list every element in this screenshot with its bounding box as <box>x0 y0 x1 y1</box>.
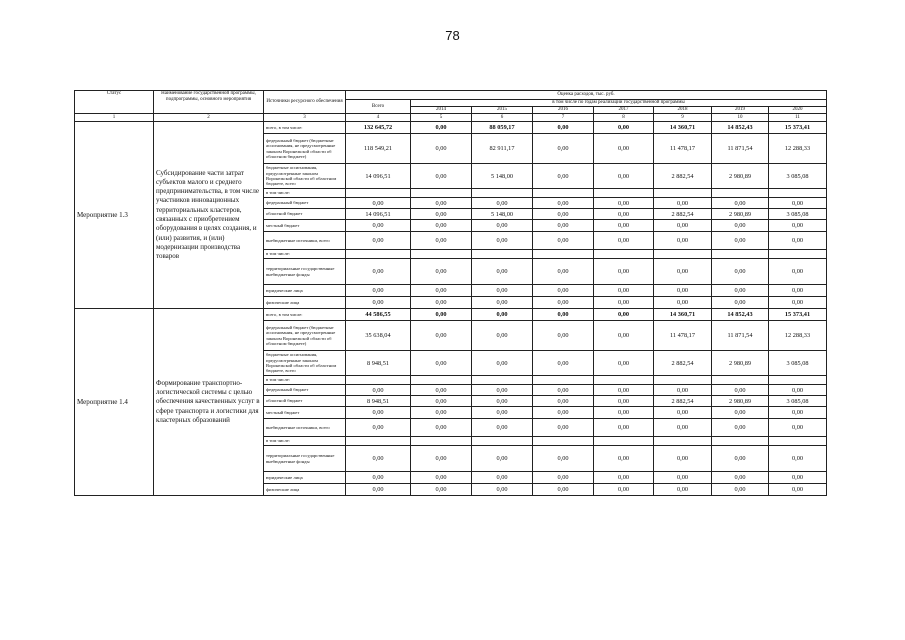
year-value-cell: 0,00 <box>594 164 654 189</box>
year-value-cell: 0,00 <box>533 232 594 250</box>
header-year: 2017 <box>594 107 654 114</box>
year-value-cell: 0,00 <box>654 484 712 496</box>
year-value-cell <box>533 189 594 198</box>
header-source: Источники ресурсного обеспечения <box>264 91 346 114</box>
header-by-years: в том числе по годам реализации государственной программы <box>411 100 827 107</box>
column-number: 4 <box>346 114 411 122</box>
year-value-cell: 15 373,41 <box>769 122 827 134</box>
year-value-cell: 0,00 <box>654 407 712 419</box>
year-value-cell: 0,00 <box>472 446 533 472</box>
total-value-cell: 0,00 <box>346 297 411 309</box>
year-value-cell <box>769 250 827 259</box>
year-value-cell: 2 980,89 <box>712 396 769 407</box>
year-value-cell <box>594 437 654 446</box>
page-number: 78 <box>445 28 460 43</box>
year-value-cell: 0,00 <box>533 484 594 496</box>
year-value-cell <box>712 250 769 259</box>
year-value-cell <box>594 376 654 385</box>
year-value-cell: 12 288,33 <box>769 134 827 164</box>
year-value-cell: 0,00 <box>533 134 594 164</box>
funding-source-cell: бюджетные ассигнования, предусмотренные законом Воронежской области об областном бюджете, всего <box>264 351 346 376</box>
header-year: 2015 <box>472 107 533 114</box>
year-value-cell: 0,00 <box>594 484 654 496</box>
year-value-cell: 0,00 <box>712 220 769 232</box>
year-value-cell: 0,00 <box>712 198 769 209</box>
year-value-cell: 0,00 <box>712 419 769 437</box>
year-value-cell <box>411 376 472 385</box>
year-value-cell: 0,00 <box>472 259 533 285</box>
year-value-cell: 0,00 <box>411 484 472 496</box>
column-number: 11 <box>769 114 827 122</box>
funding-source-cell: областной бюджет <box>264 396 346 407</box>
year-value-cell <box>769 376 827 385</box>
header-year: 2014 <box>411 107 472 114</box>
header-status: Статус <box>75 91 154 114</box>
year-value-cell: 0,00 <box>712 472 769 484</box>
year-value-cell: 11 478,17 <box>654 321 712 351</box>
total-value-cell <box>346 437 411 446</box>
year-value-cell: 0,00 <box>769 198 827 209</box>
year-value-cell: 0,00 <box>594 198 654 209</box>
funding-source-cell: в том числе: <box>264 437 346 446</box>
activity-name-cell: Формирование транспортно-логистической системы с целью обеспечения качественных услуг в сфере транспорта и логистики для кластерных образований <box>154 309 264 496</box>
year-value-cell: 0,00 <box>594 134 654 164</box>
year-value-cell: 0,00 <box>411 134 472 164</box>
year-value-cell <box>654 189 712 198</box>
year-value-cell: 2 980,89 <box>712 209 769 220</box>
funding-source-cell: физические лица <box>264 484 346 496</box>
funding-source-cell: федеральный бюджет <box>264 385 346 396</box>
year-value-cell: 14 852,43 <box>712 122 769 134</box>
year-value-cell: 0,00 <box>769 285 827 297</box>
year-value-cell: 0,00 <box>472 309 533 321</box>
year-value-cell: 82 911,17 <box>472 134 533 164</box>
total-value-cell: 35 638,04 <box>346 321 411 351</box>
year-value-cell: 0,00 <box>594 321 654 351</box>
funding-source-cell: физические лица <box>264 297 346 309</box>
total-value-cell <box>346 250 411 259</box>
total-value-cell: 132 645,72 <box>346 122 411 134</box>
table-row <box>75 122 827 134</box>
total-value-cell: 0,00 <box>346 285 411 297</box>
year-value-cell: 0,00 <box>654 419 712 437</box>
year-value-cell: 12 288,33 <box>769 321 827 351</box>
year-value-cell: 14 852,43 <box>712 309 769 321</box>
year-value-cell: 0,00 <box>411 321 472 351</box>
year-value-cell <box>411 250 472 259</box>
header-year: 2018 <box>654 107 712 114</box>
total-value-cell: 0,00 <box>346 385 411 396</box>
year-value-cell <box>712 189 769 198</box>
year-value-cell: 0,00 <box>712 285 769 297</box>
year-value-cell: 0,00 <box>411 297 472 309</box>
year-value-cell: 0,00 <box>594 259 654 285</box>
column-number: 9 <box>654 114 712 122</box>
year-value-cell <box>533 376 594 385</box>
funding-source-cell: федеральный бюджет (бюджетные ассигнования, не предусмотренные законом Воронежской области об областном бюджете) <box>264 134 346 164</box>
year-value-cell: 2 980,89 <box>712 164 769 189</box>
total-value-cell: 0,00 <box>346 472 411 484</box>
funding-source-cell: федеральный бюджет <box>264 198 346 209</box>
year-value-cell: 3 085,08 <box>769 351 827 376</box>
year-value-cell: 0,00 <box>472 220 533 232</box>
year-value-cell: 0,00 <box>769 484 827 496</box>
year-value-cell: 2 882,54 <box>654 396 712 407</box>
funding-source-cell: в том числе: <box>264 189 346 198</box>
total-value-cell: 0,00 <box>346 407 411 419</box>
year-value-cell: 0,00 <box>472 232 533 250</box>
year-value-cell: 0,00 <box>472 396 533 407</box>
year-value-cell: 0,00 <box>712 446 769 472</box>
year-value-cell: 0,00 <box>533 407 594 419</box>
year-value-cell: 0,00 <box>533 419 594 437</box>
year-value-cell: 0,00 <box>411 209 472 220</box>
year-value-cell: 11 478,17 <box>654 134 712 164</box>
year-value-cell: 0,00 <box>769 407 827 419</box>
year-value-cell: 2 882,54 <box>654 209 712 220</box>
column-number-row <box>75 114 827 122</box>
year-value-cell: 0,00 <box>533 198 594 209</box>
total-value-cell: 118 549,21 <box>346 134 411 164</box>
year-value-cell: 0,00 <box>712 484 769 496</box>
year-value-cell: 0,00 <box>533 385 594 396</box>
column-number: 7 <box>533 114 594 122</box>
header-year: 2019 <box>712 107 769 114</box>
year-value-cell: 0,00 <box>594 122 654 134</box>
year-value-cell: 0,00 <box>411 472 472 484</box>
year-value-cell: 3 085,08 <box>769 209 827 220</box>
year-value-cell: 0,00 <box>411 164 472 189</box>
year-value-cell: 0,00 <box>472 297 533 309</box>
header-name: Наименование государственной программы, подпрограммы, основного мероприятия <box>154 91 264 114</box>
funding-source-cell: в том числе: <box>264 250 346 259</box>
year-value-cell: 0,00 <box>472 351 533 376</box>
funding-source-cell: бюджетные ассигнования, предусмотренные законом Воронежской области об областном бюджете, всего <box>264 164 346 189</box>
header-year: 2020 <box>769 107 827 114</box>
column-number: 8 <box>594 114 654 122</box>
year-value-cell: 0,00 <box>769 446 827 472</box>
year-value-cell: 0,00 <box>411 259 472 285</box>
year-value-cell: 0,00 <box>533 446 594 472</box>
year-value-cell: 0,00 <box>533 259 594 285</box>
table-body <box>75 122 827 496</box>
year-value-cell: 0,00 <box>769 419 827 437</box>
year-value-cell: 11 871,54 <box>712 134 769 164</box>
funding-source-cell: в том числе: <box>264 376 346 385</box>
year-value-cell: 0,00 <box>533 351 594 376</box>
total-value-cell: 0,00 <box>346 198 411 209</box>
year-value-cell: 0,00 <box>533 285 594 297</box>
year-value-cell: 15 373,41 <box>769 309 827 321</box>
year-value-cell: 0,00 <box>712 297 769 309</box>
year-value-cell <box>472 376 533 385</box>
year-value-cell <box>594 189 654 198</box>
year-value-cell <box>654 250 712 259</box>
year-value-cell: 0,00 <box>411 407 472 419</box>
funding-source-cell: территориальные государственные внебюджетные фонды <box>264 259 346 285</box>
year-value-cell: 0,00 <box>594 209 654 220</box>
year-value-cell: 0,00 <box>472 484 533 496</box>
year-value-cell: 3 085,08 <box>769 164 827 189</box>
year-value-cell: 0,00 <box>712 407 769 419</box>
year-value-cell: 2 980,89 <box>712 351 769 376</box>
total-value-cell <box>346 376 411 385</box>
year-value-cell: 0,00 <box>712 232 769 250</box>
column-number: 5 <box>411 114 472 122</box>
total-value-cell: 14 096,51 <box>346 164 411 189</box>
year-value-cell: 0,00 <box>472 198 533 209</box>
year-value-cell: 2 882,54 <box>654 351 712 376</box>
year-value-cell: 0,00 <box>654 472 712 484</box>
funding-source-cell: территориальные государственные внебюджетные фонды <box>264 446 346 472</box>
year-value-cell: 0,00 <box>533 220 594 232</box>
year-value-cell: 0,00 <box>594 285 654 297</box>
year-value-cell: 5 148,00 <box>472 164 533 189</box>
year-value-cell: 0,00 <box>411 220 472 232</box>
year-value-cell: 0,00 <box>594 297 654 309</box>
year-value-cell: 2 882,54 <box>654 164 712 189</box>
budget-table <box>74 90 827 496</box>
year-value-cell: 0,00 <box>411 351 472 376</box>
year-value-cell: 0,00 <box>533 321 594 351</box>
year-value-cell <box>654 376 712 385</box>
year-value-cell: 0,00 <box>472 472 533 484</box>
year-value-cell: 0,00 <box>594 419 654 437</box>
year-value-cell: 0,00 <box>654 232 712 250</box>
year-value-cell: 0,00 <box>654 446 712 472</box>
year-value-cell: 0,00 <box>533 396 594 407</box>
year-value-cell: 11 871,54 <box>712 321 769 351</box>
year-value-cell: 0,00 <box>472 407 533 419</box>
year-value-cell: 3 085,08 <box>769 396 827 407</box>
year-value-cell: 0,00 <box>411 309 472 321</box>
status-cell: Мероприятие 1.4 <box>75 309 154 496</box>
year-value-cell: 0,00 <box>594 407 654 419</box>
year-value-cell: 0,00 <box>533 164 594 189</box>
year-value-cell: 0,00 <box>594 385 654 396</box>
year-value-cell: 0,00 <box>411 232 472 250</box>
year-value-cell: 0,00 <box>769 259 827 285</box>
year-value-cell: 0,00 <box>533 309 594 321</box>
year-value-cell: 0,00 <box>594 309 654 321</box>
column-number: 2 <box>154 114 264 122</box>
year-value-cell <box>411 189 472 198</box>
year-value-cell <box>472 437 533 446</box>
year-value-cell: 0,00 <box>472 321 533 351</box>
year-value-cell <box>712 437 769 446</box>
year-value-cell: 0,00 <box>472 385 533 396</box>
year-value-cell: 0,00 <box>411 419 472 437</box>
year-value-cell: 5 148,00 <box>472 209 533 220</box>
funding-source-cell: внебюджетные источники, всего <box>264 232 346 250</box>
year-value-cell: 0,00 <box>533 122 594 134</box>
table-row <box>75 309 827 321</box>
year-value-cell: 14 360,71 <box>654 122 712 134</box>
year-value-cell: 0,00 <box>594 446 654 472</box>
year-value-cell: 88 059,17 <box>472 122 533 134</box>
funding-source-cell: местный бюджет <box>264 407 346 419</box>
total-value-cell: 8 948,51 <box>346 396 411 407</box>
year-value-cell: 0,00 <box>411 396 472 407</box>
column-number: 1 <box>75 114 154 122</box>
total-value-cell: 14 096,51 <box>346 209 411 220</box>
year-value-cell: 0,00 <box>594 220 654 232</box>
year-value-cell: 0,00 <box>594 232 654 250</box>
year-value-cell <box>472 189 533 198</box>
year-value-cell: 0,00 <box>654 259 712 285</box>
total-value-cell: 0,00 <box>346 446 411 472</box>
year-value-cell: 0,00 <box>411 122 472 134</box>
year-value-cell: 0,00 <box>411 446 472 472</box>
header-total: Всего <box>346 100 411 114</box>
funding-source-cell: федеральный бюджет (бюджетные ассигнования, не предусмотренные законом Воронежской области об областном бюджете) <box>264 321 346 351</box>
year-value-cell: 0,00 <box>411 285 472 297</box>
total-value-cell: 0,00 <box>346 259 411 285</box>
year-value-cell: 0,00 <box>654 285 712 297</box>
year-value-cell <box>654 437 712 446</box>
year-value-cell: 0,00 <box>594 472 654 484</box>
year-value-cell <box>472 250 533 259</box>
funding-source-cell: юридические лица <box>264 285 346 297</box>
year-value-cell <box>533 437 594 446</box>
year-value-cell: 0,00 <box>411 198 472 209</box>
funding-source-cell: внебюджетные источники, всего <box>264 419 346 437</box>
year-value-cell: 0,00 <box>654 220 712 232</box>
column-number: 6 <box>472 114 533 122</box>
year-value-cell <box>533 250 594 259</box>
year-value-cell: 0,00 <box>533 297 594 309</box>
year-value-cell: 0,00 <box>654 198 712 209</box>
funding-source-cell: всего, в том числе: <box>264 122 346 134</box>
year-value-cell: 0,00 <box>654 297 712 309</box>
year-value-cell: 14 360,71 <box>654 309 712 321</box>
year-value-cell: 0,00 <box>712 385 769 396</box>
year-value-cell: 0,00 <box>769 232 827 250</box>
activity-name-cell: Субсидирование части затрат субъектов малого и среднего предпринимательства, в том числе участников инновационных территориальных кластеров, связанных с приобретением оборудования в целях создания, и (или) развития, и (или) модернизации производства товаров <box>154 122 264 309</box>
funding-source-cell: областной бюджет <box>264 209 346 220</box>
year-value-cell: 0,00 <box>654 385 712 396</box>
funding-source-cell: местный бюджет <box>264 220 346 232</box>
year-value-cell <box>712 376 769 385</box>
total-value-cell: 0,00 <box>346 232 411 250</box>
year-value-cell: 0,00 <box>769 385 827 396</box>
table-header <box>75 91 827 122</box>
funding-source-cell: юридические лица <box>264 472 346 484</box>
year-value-cell: 0,00 <box>769 220 827 232</box>
column-number: 10 <box>712 114 769 122</box>
year-value-cell <box>411 437 472 446</box>
total-value-cell: 0,00 <box>346 220 411 232</box>
header-year: 2016 <box>533 107 594 114</box>
year-value-cell <box>594 250 654 259</box>
year-value-cell <box>769 437 827 446</box>
total-value-cell: 0,00 <box>346 419 411 437</box>
funding-source-cell: всего, в том числе: <box>264 309 346 321</box>
total-value-cell: 0,00 <box>346 484 411 496</box>
year-value-cell: 0,00 <box>712 259 769 285</box>
year-value-cell: 0,00 <box>769 297 827 309</box>
column-number: 3 <box>264 114 346 122</box>
year-value-cell <box>769 189 827 198</box>
year-value-cell: 0,00 <box>594 351 654 376</box>
status-cell: Мероприятие 1.3 <box>75 122 154 309</box>
year-value-cell: 0,00 <box>472 419 533 437</box>
year-value-cell: 0,00 <box>769 472 827 484</box>
total-value-cell: 8 948,51 <box>346 351 411 376</box>
total-value-cell: 44 586,55 <box>346 309 411 321</box>
year-value-cell: 0,00 <box>533 472 594 484</box>
year-value-cell: 0,00 <box>594 396 654 407</box>
header-estimate: Оценка расходов, тыс. руб. <box>346 91 827 100</box>
year-value-cell: 0,00 <box>472 285 533 297</box>
year-value-cell: 0,00 <box>533 209 594 220</box>
total-value-cell <box>346 189 411 198</box>
year-value-cell: 0,00 <box>411 385 472 396</box>
